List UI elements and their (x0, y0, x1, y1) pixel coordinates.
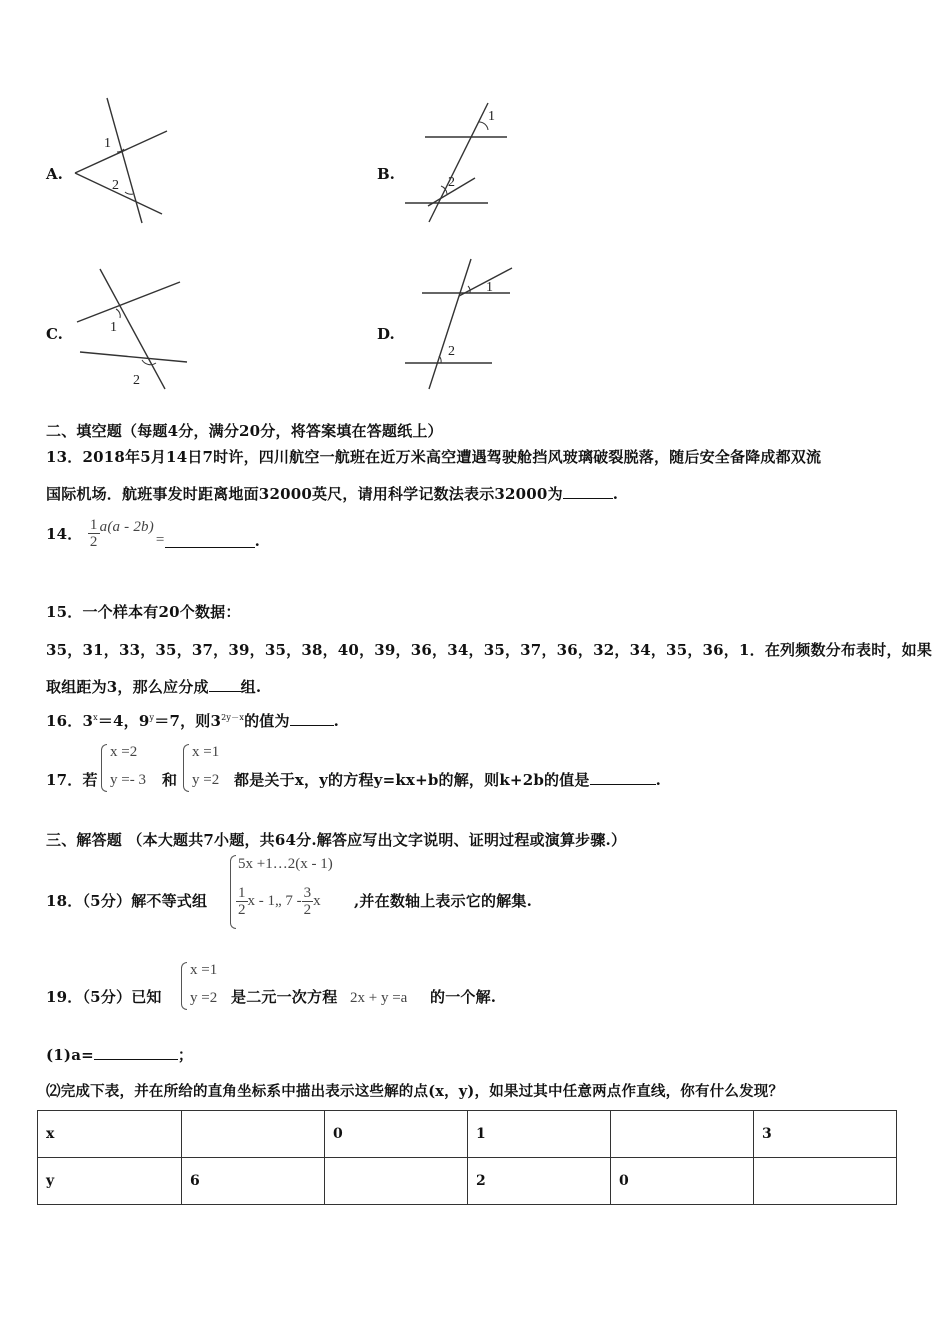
table-cell[interactable] (325, 1158, 468, 1205)
q18-row-2 (236, 885, 321, 918)
q17-prefix: 17．若 (46, 771, 98, 789)
q15-answer-blank[interactable] (209, 677, 241, 692)
q19-part-1-blank[interactable] (94, 1045, 178, 1060)
option-d-angle-1: 1 (486, 280, 493, 295)
q13-end: . (612, 485, 619, 503)
q14-end: . (254, 531, 261, 550)
table-cell: 3 (754, 1111, 897, 1158)
q19-equation: 2x + y =a (350, 990, 408, 1006)
q19-part-1 (46, 1044, 193, 1065)
table-row-y (38, 1158, 897, 1205)
q19-row-2: y =2 (190, 990, 218, 1006)
table-cell: 0 (611, 1158, 754, 1205)
q16-end: . (333, 712, 340, 730)
q18-suffix: ,并在数轴上表示它的解集. (354, 892, 533, 910)
option-d-label: D. (377, 325, 395, 343)
q14-answer-blank[interactable] (165, 533, 255, 548)
option-b-figure (400, 100, 515, 230)
option-c-label: C. (46, 325, 63, 343)
option-a-figure (70, 95, 180, 230)
q18-frac-b (302, 885, 314, 918)
q18-row-1: 5x +1…2(x - 1) (238, 856, 333, 872)
q15-end: 组. (240, 678, 262, 696)
q17-line (234, 769, 661, 790)
q16-suffix: 的值为 (244, 712, 290, 730)
table-cell: x (38, 1111, 182, 1158)
q13-line-2 (46, 483, 618, 504)
q19-prefix: 19．（5分）已知 (46, 988, 162, 1006)
q17-suffix: 都是关于x，y的方程y=kx+b的解，则k+2b的值是 (234, 771, 590, 789)
q15-line-2: 35，31，33，35，37，39，35，38，40，39，36，34，35，37，36，32，34，35，36，1．在列频数分布表时，如果 (46, 641, 933, 659)
q19-part-2: ⑵完成下表，并在所给的直角坐标系中描出表示这些解的点(x，y)，如果过其中任意两点作直线，你有什么发现？ (46, 1083, 784, 1100)
q18-frac-a-num: 1 (238, 885, 246, 901)
q17-system-1-brace (101, 744, 107, 792)
table-cell: 0 (325, 1111, 468, 1158)
q14-frac-den: 2 (89, 534, 98, 550)
q19-part-1-prefix: (1)a= (46, 1046, 94, 1064)
option-b-angle-2: 2 (448, 175, 455, 190)
q19-part-1-end: ； (177, 1046, 194, 1064)
q18-frac-b-den: 2 (303, 902, 312, 918)
q16-mid-1: ＝4，9 (97, 712, 150, 730)
q16-answer-blank[interactable] (290, 711, 334, 726)
q14-frac-num: 1 (89, 517, 98, 533)
q16-line (46, 710, 339, 731)
q16-sup-x: x (93, 713, 98, 722)
q18-row-2-mid: x - 1„ 7 - (247, 893, 302, 909)
option-d-angle-2: 2 (448, 344, 455, 359)
q13-answer-blank[interactable] (563, 484, 613, 499)
q17-system-2-brace (183, 744, 189, 792)
option-a-angle-1: 1 (104, 136, 111, 151)
q16-prefix: 16．3 (46, 712, 94, 730)
q17-end: . (655, 771, 662, 789)
q19-row-1: x =1 (190, 962, 218, 978)
q14-expression: a(a - 2b) (99, 519, 154, 535)
q15-line-3 (46, 676, 261, 697)
q17-system-1-row-1: x =2 (110, 744, 138, 760)
table-cell: 1 (468, 1111, 611, 1158)
option-b-angle-1: 1 (488, 109, 495, 124)
option-a-angle-2: 2 (112, 178, 119, 193)
q19-mid: 是二元一次方程 (231, 988, 338, 1006)
q18-prefix: 18．（5分）解不等式组 (46, 892, 208, 910)
values-table (37, 1110, 897, 1205)
table-row-x (38, 1111, 897, 1158)
q19-system-brace (181, 962, 187, 1010)
table-cell: 6 (182, 1158, 325, 1205)
q18-frac-a (236, 885, 248, 918)
q16-sup-exp: 2y－x (221, 713, 245, 722)
q18-frac-a-den: 2 (238, 902, 246, 918)
q15-text: 取组距为3，那么应分成 (46, 678, 209, 696)
q14-fraction (88, 517, 100, 550)
q14-equals: = (155, 532, 165, 548)
q16-mid-2: ＝7，则3 (154, 712, 222, 730)
section-2-title: 二、填空题（每题4分，满分20分，将答案填在答题纸上） (46, 422, 443, 440)
option-d-figure (400, 255, 520, 395)
q17-system-1-row-2: y =- 3 (110, 772, 146, 788)
q14-number: 14． (46, 525, 83, 543)
table-cell[interactable] (182, 1111, 325, 1158)
q14-line (46, 517, 260, 550)
q17-answer-blank[interactable] (590, 770, 656, 785)
option-c-angle-1: 1 (110, 320, 117, 335)
q17-system-2-row-1: x =1 (192, 744, 220, 760)
section-3-title: 三、解答题 （本大题共7小题，共64分.解答应写出文字说明、证明过程或演算步骤.） (46, 831, 627, 849)
option-c-figure (72, 265, 192, 395)
q15-line-1: 15．一个样本有20个数据： (46, 603, 241, 621)
q17-system-2-row-2: y =2 (192, 772, 220, 788)
q13-text: 国际机场．航班事发时距离地面32000英尺，请用科学记数法表示32000为 (46, 485, 563, 503)
q18-row-2-end: x (313, 893, 321, 909)
table-cell[interactable] (754, 1158, 897, 1205)
q13-line-1: 13．2018年5月14日7时许，四川航空一航班在近万米高空遭遇驾驶舱挡风玻璃破裂脱落，随后安全备降成都双流 (46, 448, 822, 466)
option-b-label: B. (377, 165, 395, 183)
table-cell: 2 (468, 1158, 611, 1205)
q17-and: 和 (162, 771, 178, 789)
q16-sup-y: y (149, 713, 155, 722)
q19-suffix: 的一个解. (430, 988, 497, 1006)
q18-frac-b-num: 3 (303, 885, 312, 901)
table-cell[interactable] (611, 1111, 754, 1158)
option-c-angle-2: 2 (133, 373, 140, 388)
table-cell: y (38, 1158, 182, 1205)
option-a-label: A. (46, 165, 63, 183)
